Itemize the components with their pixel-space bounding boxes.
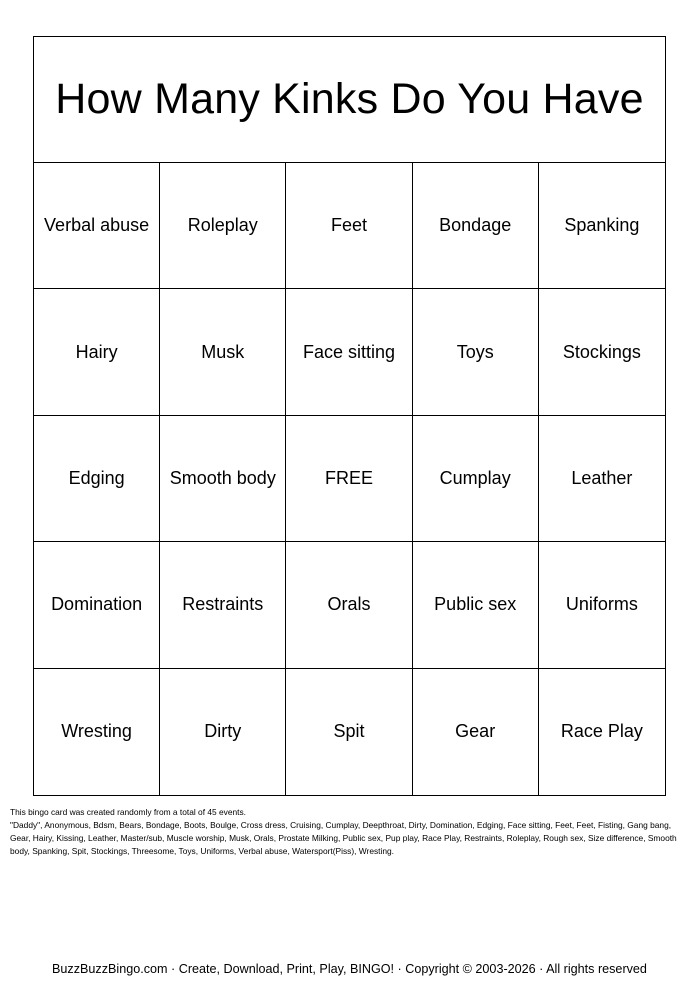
bingo-cell: Verbal abuse: [34, 163, 160, 289]
bingo-cell: Leather: [539, 416, 665, 542]
bingo-cell: Orals: [286, 542, 412, 668]
bingo-cell: Uniforms: [539, 542, 665, 668]
bingo-cell: Dirty: [160, 669, 286, 795]
footer-copyright: BuzzBuzzBingo.com · Create, Download, Print, Play, BINGO! · Copyright © 2003-2026 · All rights reserved: [52, 962, 647, 976]
bingo-cell: Wresting: [34, 669, 160, 795]
bingo-cell: Domination: [34, 542, 160, 668]
bingo-cell: Restraints: [160, 542, 286, 668]
bingo-card: [33, 36, 666, 796]
bingo-cell: Smooth body: [160, 416, 286, 542]
free-space-cell: FREE: [286, 416, 412, 542]
bingo-cell: Feet: [286, 163, 412, 289]
bingo-grid: [34, 163, 665, 795]
note-intro: This bingo card was created randomly from a total of 45 events.: [10, 807, 247, 817]
bingo-cell: Public sex: [413, 542, 539, 668]
bingo-cell: Spanking: [539, 163, 665, 289]
bingo-cell: Cumplay: [413, 416, 539, 542]
bingo-cell: Roleplay: [160, 163, 286, 289]
bingo-cell: Hairy: [34, 289, 160, 415]
bingo-cell: Bondage: [413, 163, 539, 289]
bingo-cell: Race Play: [560, 721, 643, 742]
event-list: "Daddy", Anonymous, Bdsm, Bears, Bondage, Boots, Boulge, Cross dress, Cruising, Cumplay, Deepthroat, Dirty, Domination, Edging, Face sitting, Feet, Feet, Fisting, Gang bang, Gear, Hairy, Kissing, Leather, Master/sub, Muscle worship, Musk, Orals, Prostate Milking, Public sex, Pup play, Race Play, Restraints, Roleplay, Rough sex, Size difference, Smooth body, Spanking, Spit, Stockings, Threesome, Toys, Uniforms, Verbal abuse, Watersport(Piss), Wresting.: [10, 820, 677, 856]
card-title: How Many Kinks Do You Have: [34, 37, 665, 163]
bingo-cell: Musk: [160, 289, 286, 415]
bingo-cell: Spit: [286, 669, 412, 795]
bingo-cell: Face sitting: [286, 289, 412, 415]
bingo-cell: Stockings: [539, 289, 665, 415]
bingo-cell: Gear: [413, 669, 539, 795]
bingo-cell: Toys: [413, 289, 539, 415]
bingo-cell: Edging: [34, 416, 160, 542]
generation-note: [10, 806, 690, 858]
